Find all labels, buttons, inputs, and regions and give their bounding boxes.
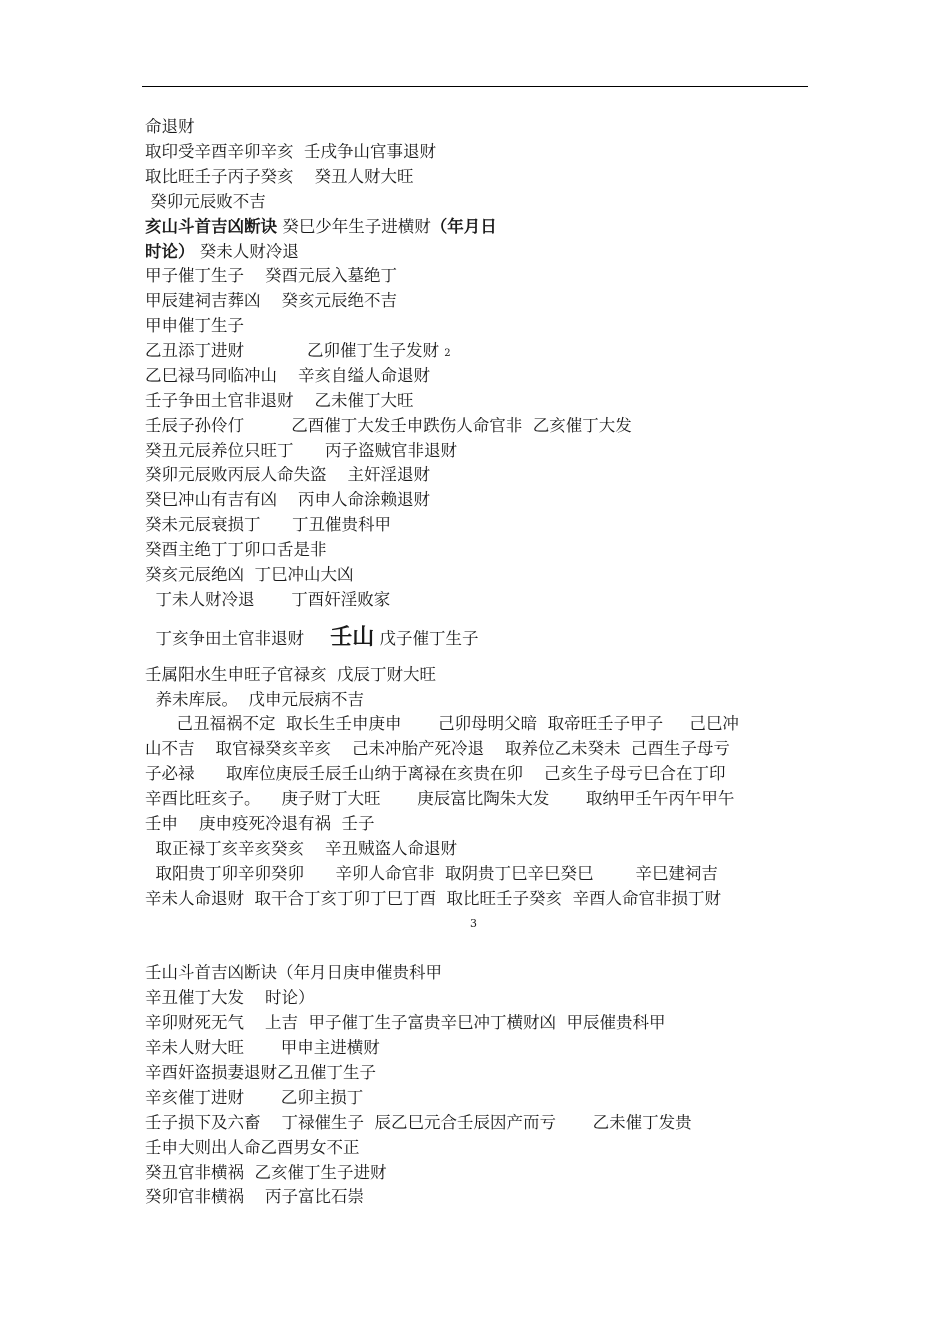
text-line: 辛亥催丁进财 乙卯主损丁 xyxy=(145,1088,364,1107)
page-number: 3 xyxy=(470,917,477,930)
text-line: 甲子催丁生子 癸酉元辰入墓绝丁 xyxy=(145,266,397,285)
text-line: 癸亥元辰绝凶 丁巳冲山大凶 xyxy=(145,565,354,584)
text-line: 取正禄丁亥辛亥癸亥 辛丑贼盗人命退财 xyxy=(145,839,457,858)
text-line xyxy=(145,625,479,650)
text-line: 乙巳禄马同临冲山 辛亥自缢人命退财 xyxy=(145,366,430,385)
heading-continuation: （年月日 xyxy=(430,217,497,236)
text-line: 取阳贵丁卯辛卯癸卯 辛卯人命官非 取阴贵丁巳辛巳癸巳 辛巳建祠吉 xyxy=(145,864,718,883)
heading-continuation: 时论） xyxy=(145,242,195,261)
text-line xyxy=(145,242,299,262)
page-number: 2 xyxy=(444,348,451,359)
text-line: 己丑福祸不定 取长生壬申庚申 己卯母明父暗 取帝旺壬子甲子 己巳冲 xyxy=(145,714,739,733)
text-run: 乙丑添丁进财 乙卯催丁生子发财 xyxy=(145,341,439,360)
text-line: 壬子损下及六畜 丁禄催生子 辰乙巳元合壬辰因产而亏 乙未催丁发贵 xyxy=(145,1113,692,1132)
text-line: 甲申催丁生子 xyxy=(145,316,244,335)
text-line: 壬山斗首吉凶断诀（年月日庚申催贵科甲 xyxy=(145,963,442,982)
text-line: 取印受辛酉辛卯辛亥 壬戌争山官事退财 xyxy=(145,142,436,161)
text-line: 癸丑元辰养位只旺丁 丙子盗贼官非退财 xyxy=(145,441,457,460)
text-line: 辛丑催丁大发 时论） xyxy=(145,988,315,1007)
text-line: 丁未人财冷退 丁酉奸淫败家 xyxy=(145,590,391,609)
text-line: 养未库辰。 戊申元辰病不吉 xyxy=(145,690,364,709)
text-line: 辛酉奸盗损妻退财乙丑催丁生子 xyxy=(145,1063,376,1082)
text-line xyxy=(145,341,451,364)
text-line: 壬属阳水生申旺子官禄亥 戊辰丁财大旺 xyxy=(145,665,436,684)
text-line: 壬辰子孙伶仃 乙酉催丁大发壬申跌伤人命官非 乙亥催丁大发 xyxy=(145,416,632,435)
text-line: 癸丑官非横祸 乙亥催丁生子进财 xyxy=(145,1163,387,1182)
text-run: 戊子催丁生子 xyxy=(379,629,479,648)
text-line: 辛卯财死无气 上吉 甲子催丁生子富贵辛巳冲丁横财凶 甲辰催贵科甲 xyxy=(145,1013,666,1032)
text-line: 壬申大则出人命乙酉男女不正 xyxy=(145,1138,360,1157)
text-line: 甲辰建祠吉葬凶 癸亥元辰绝不吉 xyxy=(145,291,397,310)
text-line: 癸酉主绝丁丁卯口舌是非 xyxy=(145,540,327,559)
section-heading-hai: 亥山斗首吉凶断诀 xyxy=(145,217,277,236)
text-line: 癸卯官非横祸 丙子富比石崇 xyxy=(145,1187,364,1206)
text-line: 辛酉比旺亥子。 庚子财丁大旺 庚辰富比陶朱大发 取纳甲壬午丙午甲午 xyxy=(145,789,735,808)
text-line: 辛未人财大旺 甲申主进横财 xyxy=(145,1038,380,1057)
text-line: 癸卯元辰败不吉 xyxy=(145,192,266,211)
text-run: 癸未人财冷退 xyxy=(194,242,299,261)
text-line: 山不吉 取官禄癸亥辛亥 己未冲胎产死冷退 取养位乙未癸未 己酉生子母亏 xyxy=(145,739,730,758)
section-heading-ren: 壬山 xyxy=(330,625,375,650)
text-line: 辛未人命退财 取干合丁亥丁卯丁巳丁酉 取比旺壬子癸亥 辛酉人命官非损丁财 xyxy=(145,889,721,908)
text-line: 癸未元辰衰损丁 丁丑催贵科甲 xyxy=(145,515,391,534)
text-line: 命退财 xyxy=(145,117,195,136)
text-line: 子必禄 取库位庚辰壬辰壬山纳于离禄在亥贵在卯 己亥生子母亏巳合在丁印 xyxy=(145,764,726,783)
text-line: 癸卯元辰败丙辰人命失盗 主奸淫退财 xyxy=(145,465,430,484)
text-run: 丁亥争田土官非退财 xyxy=(145,629,304,648)
text-line xyxy=(145,217,497,237)
text-line: 取比旺壬子丙子癸亥 癸丑人财大旺 xyxy=(145,167,414,186)
text-run: 癸巳少年生子进横财 xyxy=(277,217,431,236)
text-line: 壬申 庚申疫死冷退有祸 壬子 xyxy=(145,814,375,833)
header-rule xyxy=(142,86,808,87)
text-line: 壬子争田土官非退财 乙未催丁大旺 xyxy=(145,391,414,410)
text-line: 癸巳冲山有吉有凶 丙申人命涂赖退财 xyxy=(145,490,430,509)
